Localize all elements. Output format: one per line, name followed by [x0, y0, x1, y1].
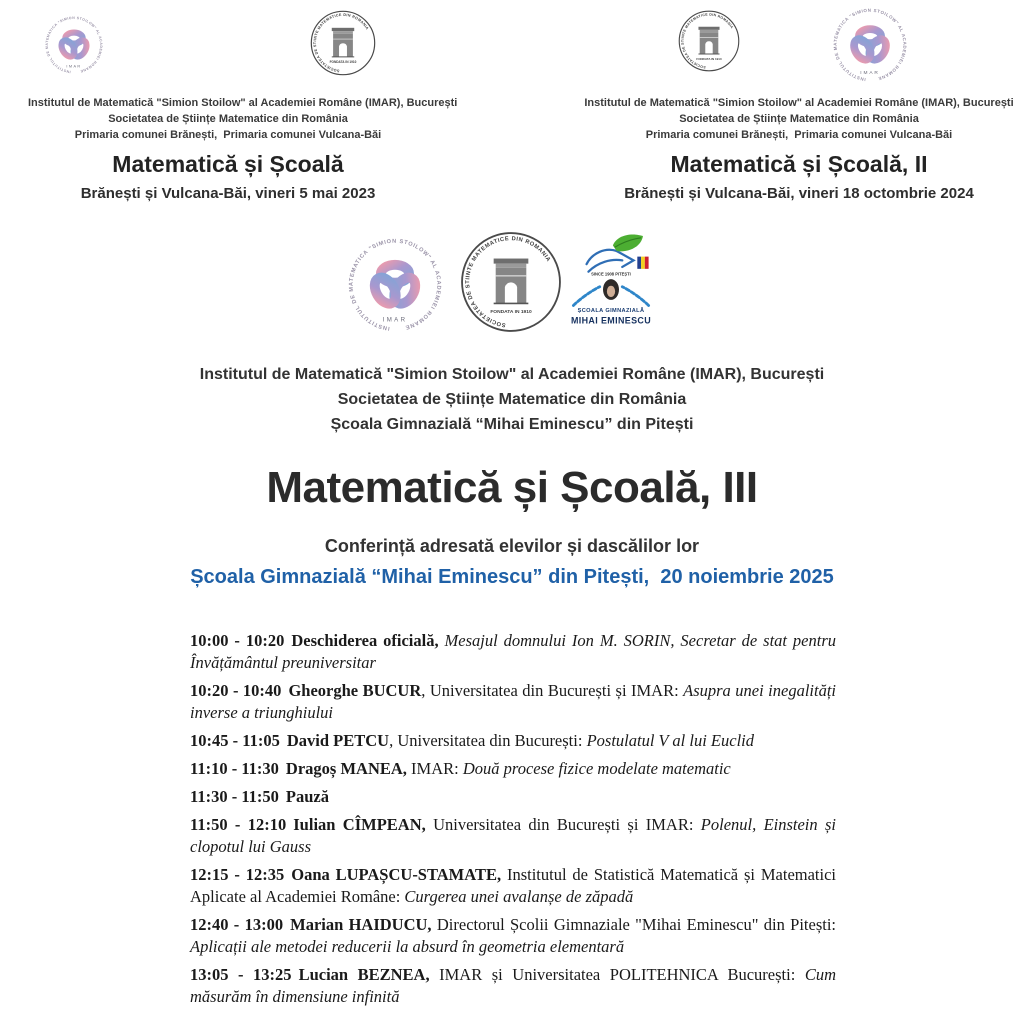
speaker-name: Iulian CÎMPEAN, [293, 815, 434, 834]
header-right-logos [583, 8, 1015, 82]
school-name-line1: ȘCOALA GIMNAZIALĂ [577, 308, 645, 315]
eminescu-portrait [603, 279, 619, 300]
imar-ring-text: INSTITUTUL DE MATEMATICA "SIMION STOILOW" AL ACADEMIEI ROMANE [45, 16, 103, 74]
since-text: SINCE 1908 PITEȘTI [591, 271, 631, 277]
ssmr-arch-seal-icon [460, 231, 562, 333]
quill-hand-sketch [587, 250, 634, 272]
header-edition-2023 [28, 8, 458, 202]
org-line: Societatea de Științe Matematice din România [679, 113, 919, 125]
talk-time: 11:10 - 11:30 [190, 759, 279, 778]
speaker-affiliation: Directorul Școlii Gimnaziale "Mihai Eminescu" din Pitești: [436, 915, 836, 934]
speaker-name: Dragoș MANEA, [285, 759, 412, 778]
ssmr-ring-text: SOCIETATEA DE STIINTE MATEMATICE DIN ROMANIA [465, 236, 552, 328]
main-organizer-lines [0, 362, 1024, 437]
ssmr-founded-text: FONDATA IN 1910 [329, 60, 357, 65]
program-item [190, 786, 836, 808]
speaker-name: Pauză [285, 787, 330, 806]
edition-date-location: Brănești și Vulcana-Băi, vineri 5 mai 2023 [80, 185, 376, 202]
talk-title: Aplicații ale metodei reducerii la absurd în geometria elementară [190, 937, 625, 956]
speaker-name: Lucian BEZNEA, [298, 965, 440, 984]
speaker-affiliation: Institutul de Statistică Matematică și Matematici Aplicate al Academiei Române: [190, 865, 837, 906]
speaker-name: Marian HAIDUCU, [290, 915, 437, 934]
program-item [190, 864, 836, 908]
edition-date-location: Brănești și Vulcana-Băi, vineri 18 octombrie 2024 [624, 185, 974, 202]
speaker-name: Oana LUPAȘCU-STAMATE, [291, 865, 507, 884]
program-schedule [190, 630, 836, 1014]
program-item [190, 680, 836, 724]
org-line: Primaria comunei Brănești, Primaria comunei Vulcana-Băi [74, 129, 382, 141]
venue-and-date: Școala Gimnazială “Mihai Eminescu” din Pitești, 20 noiembrie 2025 [190, 566, 834, 588]
imar-knot-logo-icon [45, 16, 103, 74]
org-line: Institutul de Matematică "Simion Stoilow" al Academiei Române (IMAR), București [28, 97, 458, 109]
talk-title: Polenul, Einstein și clopotul lui Gauss [190, 815, 836, 856]
ssmr-arch-seal-icon [678, 10, 740, 72]
speaker-name: David PETCU [286, 731, 390, 750]
org-line: Școala Gimnazială “Mihai Eminescu” din Pitești [330, 416, 694, 433]
leaf [613, 234, 643, 251]
school-name-line2: MIHAI EMINESCU [570, 315, 652, 326]
program-item [190, 914, 836, 958]
organizer-lines [583, 95, 1015, 143]
header-edition-2024 [583, 8, 1015, 202]
speaker-affiliation: Universitatea din București și IMAR: [433, 815, 701, 834]
speaker-affiliation: , Universitatea din București și IMAR: [421, 681, 684, 700]
edition-title: Matematică și Școală [112, 151, 344, 177]
program-item [190, 758, 836, 780]
imar-ring-text: INSTITUTUL DE MATEMATICA "SIMION STOILOW" AL ACADEMIEI ROMANE [348, 238, 442, 331]
ssmr-founded-text: FONDATA IN 1910 [490, 310, 532, 316]
org-line: Societatea de Științe Matematice din România [337, 391, 687, 408]
talk-time: 10:20 - 10:40 [190, 681, 282, 700]
speaker-name: Gheorghe BUCUR [288, 681, 422, 700]
conference-title: Matematică și Școală, III [266, 463, 758, 512]
org-line: Institutul de Matematică "Simion Stoilow" al Academiei Române (IMAR), București [199, 366, 825, 383]
mihai-eminescu-school-logo-icon [564, 230, 658, 334]
talk-time: 10:00 - 10:20 [190, 631, 285, 650]
imar-knot-logo-icon [348, 238, 442, 332]
org-line: Societatea de Științe Matematice din România [108, 113, 348, 125]
speaker-affiliation: IMAR: [411, 759, 463, 778]
ssmr-arch-seal-icon [310, 10, 376, 76]
talk-time: 12:15 - 12:35 [190, 865, 285, 884]
org-line: Institutul de Matematică "Simion Stoilow" al Academiei Române (IMAR), București [584, 97, 1014, 109]
ssmr-ring-text: SOCIETATEA DE STIINTE MATEMATICE DIN ROMANIA [312, 12, 370, 73]
imar-knot-logo-icon [833, 8, 907, 82]
edition-title: Matematică și Școală, II [670, 151, 928, 177]
program-item [190, 814, 836, 858]
imar-label: IMAR [382, 316, 408, 324]
romanian-flag [637, 257, 648, 269]
org-line: Primaria comunei Brănești, Primaria comunei Vulcana-Băi [645, 129, 953, 141]
talk-time: 12:40 - 13:00 [190, 915, 284, 934]
talk-title: Asupra unei inegalități inverse a triunghiului [190, 681, 836, 722]
program-item [190, 730, 836, 752]
talk-time: 11:50 - 12:10 [190, 815, 287, 834]
talk-title: Mesajul domnului Ion M. SORIN, Secretar de stat pentru Învățământul preuniversitar [190, 631, 837, 672]
imar-label: IMAR [66, 64, 82, 69]
conference-subtitle: Conferință adresată elevilor și dascălilor lor [324, 536, 700, 556]
talk-title: Postulatul V al lui Euclid [586, 731, 755, 750]
speaker-affiliation: , Universitatea din București: [389, 731, 587, 750]
imar-ring-text: INSTITUTUL DE MATEMATICA "SIMION STOILOW" AL ACADEMIEI ROMANE [833, 8, 907, 82]
speaker-affiliation: IMAR și Universitatea POLITEHNICA București: [439, 965, 805, 984]
program-item [190, 964, 836, 1008]
talk-title: Două procese fizice modelate matematic [462, 759, 731, 778]
talk-time: 11:30 - 11:50 [190, 787, 279, 806]
organizer-logo-strip [0, 226, 1024, 338]
program-item [190, 630, 836, 674]
talk-time: 10:45 - 11:05 [190, 731, 280, 750]
imar-label: IMAR [860, 70, 880, 76]
talk-title: Cum măsurăm în dimensiune infinită [190, 965, 836, 1006]
header-left-logos [28, 8, 428, 82]
speaker-name: Deschiderea oficială, [291, 631, 445, 650]
talk-time: 13:05 - 13:25 [190, 965, 292, 984]
ssmr-founded-text: FONDATA IN 1910 [696, 56, 722, 61]
organizer-lines [28, 95, 458, 143]
ssmr-ring-text: SOCIETATEA DE STIINTE MATEMATICE DIN ROMANIA [680, 12, 735, 70]
talk-title: Curgerea unei avalanșe de zăpadă [404, 887, 634, 906]
